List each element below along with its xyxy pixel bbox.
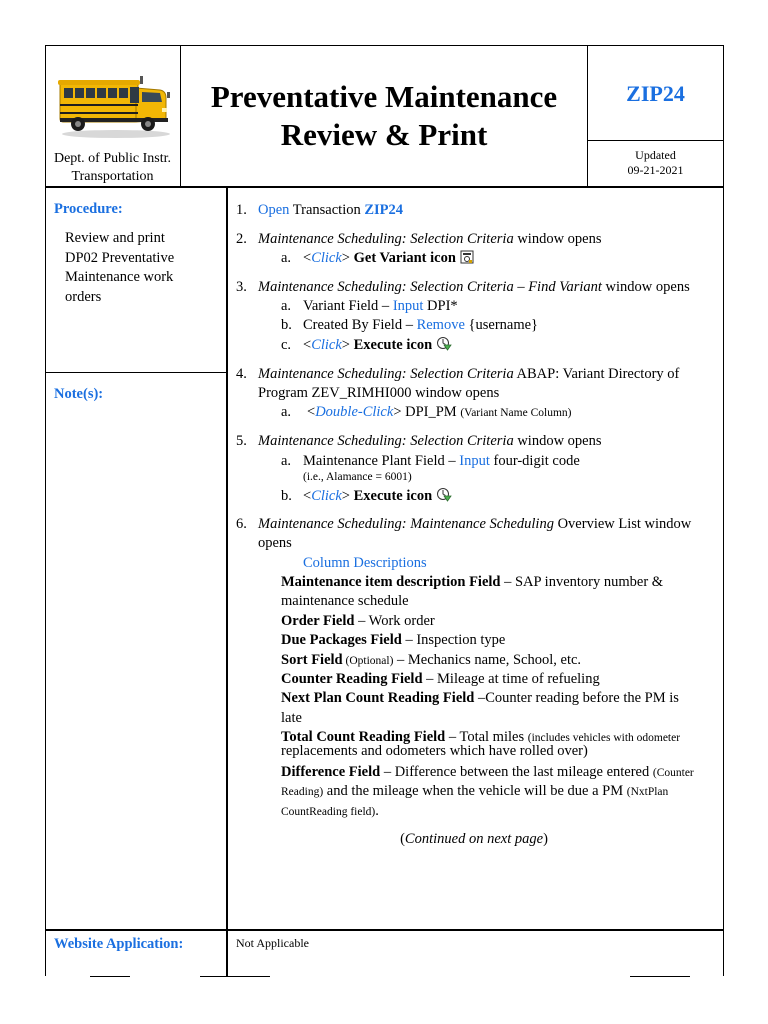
difference-field-desc: Difference Field – Difference between the last mileage entered (Counter [281, 764, 694, 780]
transaction-code: ZIP24 [626, 81, 685, 106]
next-plan-count-field-desc-2: late [281, 710, 302, 726]
sort-field-desc: Sort Field (Optional) – Mechanics name, School, etc. [281, 652, 582, 668]
get-variant-icon [460, 250, 474, 271]
maintenance-item-field-desc-2: maintenance schedule [281, 593, 409, 609]
website-application-label: Website Application: [54, 936, 184, 952]
updated-date: 09-21-2021 [627, 163, 684, 177]
step-4-line2: Program ZEV_RIMHI000 window opens [258, 385, 500, 401]
difference-field-desc-3: CountReading field). [281, 803, 379, 819]
procedure-text: Review and print DP02 Preventative Maintenance work orders [65, 230, 175, 305]
page-title-line1: Preventative Maintenance [210, 79, 558, 114]
dept-division: Transportation [71, 169, 154, 184]
column-descriptions-heading: Column Descriptions [303, 555, 427, 571]
total-count-field-desc: Total Count Reading Field – Total miles (includes vehicles with odometer [281, 729, 681, 745]
due-packages-field-desc: Due Packages Field – Inspection type [281, 632, 506, 648]
total-count-field-desc-2: replacements and odometers which have rolled over) [281, 743, 588, 759]
website-application-value: Not Applicable [236, 936, 309, 950]
updated-label: Updated [635, 148, 676, 162]
order-field-desc: Order Field – Work order [281, 613, 435, 629]
execute-icon [436, 336, 452, 358]
continued-note: (Continued on next page) [400, 831, 548, 847]
execute-icon [436, 487, 452, 509]
dept-name: Dept. of Public Instr. [53, 151, 172, 166]
open-link: Open [258, 202, 290, 218]
maintenance-item-field-desc: Maintenance item description Field – SAP inventory number & [281, 574, 664, 590]
procedure-label: Procedure: [54, 201, 123, 217]
school-bus-logo [56, 68, 172, 140]
step-5a-note: (i.e., Alamance = 6001) [303, 471, 412, 483]
counter-reading-field-desc: Counter Reading Field – Mileage at time of refueling [281, 671, 600, 687]
page-title-line2: Review & Print [280, 117, 488, 152]
difference-field-desc-2: Reading) and the mileage when the vehicle will be due a PM (NxtPlan [281, 783, 669, 799]
notes-label: Note(s): [54, 386, 104, 402]
step-6-line2: opens [258, 535, 292, 551]
next-plan-count-field-desc: Next Plan Count Reading Field –Counter reading before the PM is [281, 690, 679, 706]
